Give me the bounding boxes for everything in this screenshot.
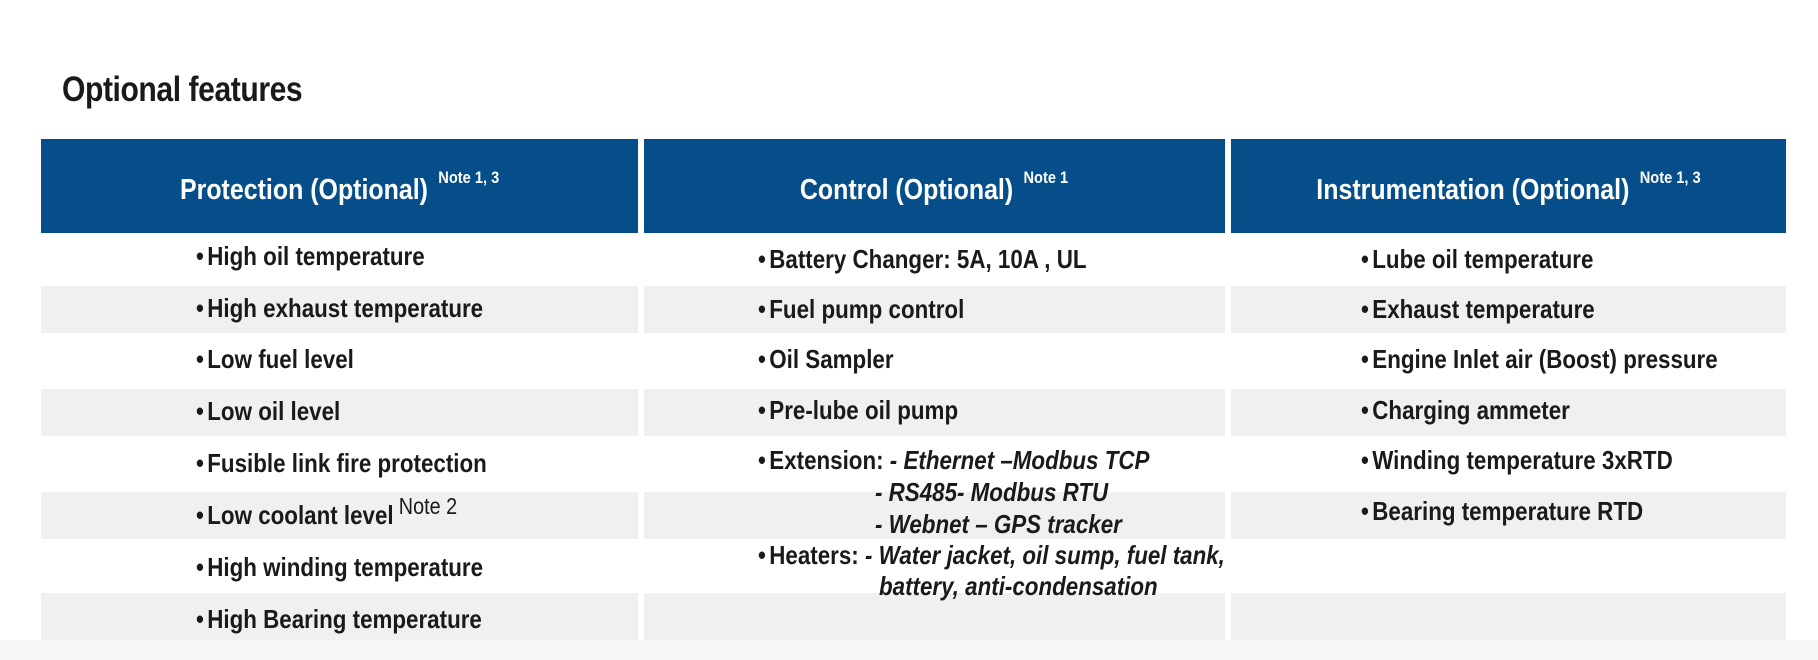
list-item: • Fuel pump control — [758, 294, 965, 324]
list-item: • Winding temperature 3xRTD — [1361, 445, 1673, 475]
column-header — [41, 139, 638, 233]
column-header — [644, 139, 1225, 233]
list-item: • Charging ammeter — [1361, 395, 1570, 425]
list-item: • Heaters: - Water jacket, oil sump, fuel tank, — [758, 540, 1225, 570]
page-title: Optional features — [62, 70, 303, 109]
list-item-subline: battery, anti-condensation — [879, 571, 1158, 601]
list-item: • Engine Inlet air (Boost) pressure — [1361, 344, 1718, 374]
list-item: • Pre-lube oil pump — [758, 395, 959, 425]
column-control — [644, 139, 1225, 640]
list-item: • Fusible link fire protection — [196, 448, 487, 478]
list-item: • Low oil level — [196, 396, 341, 426]
page-bottom-margin — [0, 640, 1818, 660]
list-item: • Low coolant level Note 2 — [196, 493, 458, 530]
column-header-title: Control (Optional) — [800, 173, 1014, 206]
column-header-note: Note 1, 3 — [438, 167, 500, 187]
column-header-title: Instrumentation (Optional) — [1316, 173, 1630, 206]
column-header-note: Note 1 — [1023, 167, 1069, 187]
column-header — [1231, 139, 1786, 233]
list-item: • Oil Sampler — [758, 344, 894, 374]
column-instrumentation — [1231, 139, 1786, 640]
list-item-subline: - Webnet – GPS tracker — [875, 509, 1122, 539]
column-protection — [41, 139, 638, 640]
list-item: • High winding temperature — [196, 552, 484, 582]
column-header-note: Note 1, 3 — [1639, 167, 1701, 187]
row-stripe — [1231, 593, 1786, 640]
list-item: • Battery Changer: 5A, 10A , UL — [758, 244, 1087, 274]
list-item: • Bearing temperature RTD — [1361, 496, 1644, 526]
list-item: • High Bearing temperature — [196, 604, 482, 634]
list-item: • Lube oil temperature — [1361, 244, 1594, 274]
item-note: Note 2 — [398, 493, 458, 519]
list-item: • Exhaust temperature — [1361, 294, 1595, 324]
column-header-title: Protection (Optional) — [179, 173, 428, 206]
list-item: • Low fuel level — [196, 344, 354, 374]
list-item-subline: - RS485- Modbus RTU — [875, 477, 1109, 507]
list-item: • High exhaust temperature — [196, 293, 484, 323]
list-item: • Extension: - Ethernet –Modbus TCP — [758, 445, 1150, 475]
list-item: • High oil temperature — [196, 241, 425, 271]
